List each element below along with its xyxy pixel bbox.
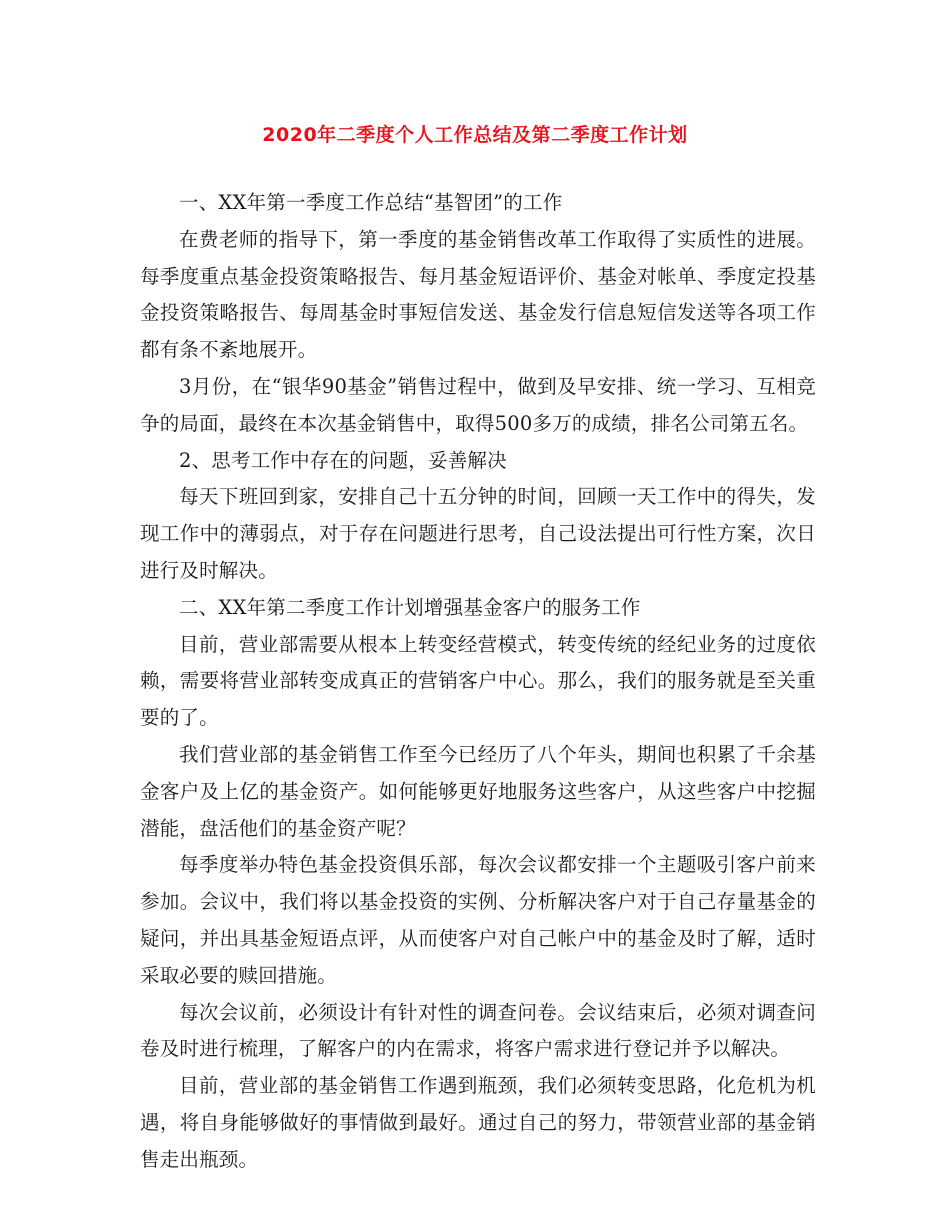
section-heading-1: 一、XX年第一季度工作总结“基智团”的工作 (179, 191, 563, 214)
paragraph: 目前，营业部需要从根本上转变经营模式，转变传统的经纪业务的过度依赖，需要将营业部转变成真正的营销客户中心。那么，我们的服务就是至关重要的了。 (140, 632, 816, 730)
paragraph: 每季度举办特色基金投资俱乐部，每次会议都安排一个主题吸引客户前来参加。会议中，我们将以基金投资的实例、分析解决客户对于自己存量基金的疑问，并出具基金短语点评，从而使客户对自己帐户中的基金及时了解，适时采取必要的赎回措施。 (140, 853, 816, 987)
document-title: 2020年二季度个人工作总结及第二季度工作计划 (262, 124, 688, 146)
document-body (140, 185, 816, 1179)
paragraph: 每次会议前，必须设计有针对性的调查问卷。会议结束后，必须对调查问卷及时进行梳理，了解客户的内在需求，将客户需求进行登记并予以解决。 (140, 1000, 816, 1061)
subsection-heading-2: 2、思考工作中存在的问题，妥善解决 (179, 448, 507, 472)
section-heading-2: 二、XX年第二季度工作计划增强基金客户的服务工作 (179, 595, 641, 619)
paragraph: 在费老师的指导下，第一季度的基金销售改革工作取得了实质性的进展。每季度重点基金投资策略报告、每月基金短语评价、基金对帐单、季度定投基金投资策略报告、每周基金时事短信发送、基金发行信息短信发送等各项工作都有条不紊地展开。 (140, 227, 816, 362)
paragraph: 3月份，在“银华90基金”销售过程中，做到及早安排、统一学习、互相竞争的局面，最终在本次基金销售中，取得500多万的成绩，排名公司第五名。 (140, 374, 816, 435)
paragraph: 我们营业部的基金销售工作至今已经历了八个年头，期间也积累了千余基金客户及上亿的基金资产。如何能够更好地服务这些客户，从这些客户中挖掘潜能，盘活他们的基金资产呢？ (140, 742, 816, 840)
paragraph: 每天下班回到家，安排自己十五分钟的时间，回顾一天工作中的得失，发现工作中的薄弱点，对于存在问题进行思考，自己设法提出可行性方案，次日进行及时解决。 (140, 485, 816, 582)
paragraph: 目前，营业部的基金销售工作遇到瓶颈，我们必须转变思路，化危机为机遇，将自身能够做好的事情做到最好。通过自己的努力，带领营业部的基金销售走出瓶颈。 (140, 1074, 816, 1171)
